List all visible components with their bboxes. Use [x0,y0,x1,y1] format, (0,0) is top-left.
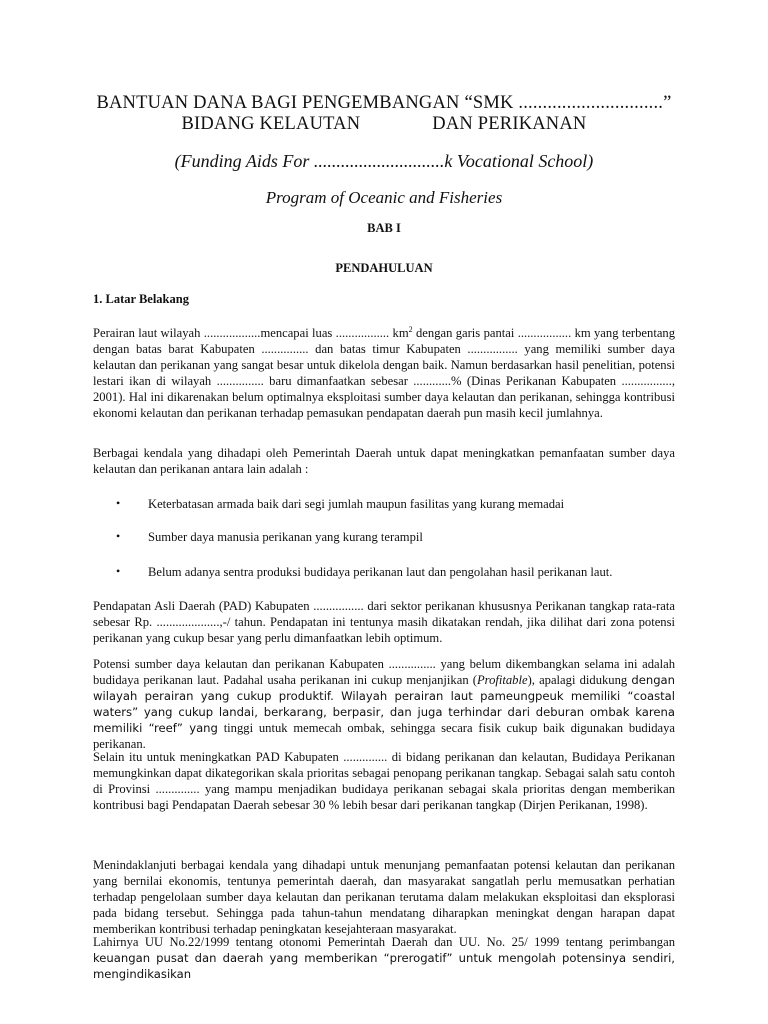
paragraph-1-part-b: dengan garis pantai ................. km yang terbentang dengan batas barat Kabupaten ............... dan batas timur Kabupaten ................ yang memiliki sumber daya kelautan dan perikanan yang sangat besar untuk dikelola dengan baik. Namun berdasarkan hasil penelitian, potensi lestari ikan di wilayah ............... baru dimanfaatkan sebesar ............% (Dinas Perikanan Kabupaten ................, 2001). Hal ini dikarenakan belum optimalnya eksploitasi sumber daya kelautan dan perikanan, sehingga kontribusi ekonomi kelautan dan perikanan terhadap pemasukan pendapatan daerah pun masih kecil jumlahnya. [93,326,675,420]
chapter-number: BAB I [367,221,401,235]
subtitle-program: Program of Oceanic and Fisheries [265,188,503,207]
bullet-icon: • [116,529,121,543]
paragraph-3: Pendapatan Asli Daerah (PAD) Kabupaten ................ dari sektor perikanan khususnya Perikanan tangkap rata-rata sebesar Rp. ....................,-/ tahun. Pendapatan ini tentunya masih dikatakan rendah, jika dilihat dari zona potensi perikanan yang cukup besar yang perlu dimanfaatkan lebih optimum. [93,599,675,645]
paragraph-4-part-b: ), apalagi didukung [527,673,628,687]
paragraph-5: Selain itu untuk meningkatkan PAD Kabupaten .............. di bidang perikanan dan kelautan, Budidaya Perikanan memungkinkan dapat dikategorikan skala prioritas sebagai penopang perikanan tangkap. Sebagai salah satu contoh di Provinsi .............. yang mampu menjadikan budidaya perikanan sebagai skala prioritas dengan memberikan kontribusi bagi Pendapatan Daerah sebesar 30 % lebih besar dari perikanan tangkap (Dirjen Perikanan, 1998). [93,750,675,812]
title-line2-right: DAN PERIKANAN [432,114,587,134]
document-title-line-1 [0,93,768,114]
list-item-text: Belum adanya sentra produksi budidaya perikanan laut dan pengolahan hasil perikanan laut. [148,565,613,579]
paragraph-6: Menindaklanjuti berbagai kendala yang dihadapi untuk menunjang pemanfaatan potensi kelautan dan perikanan yang bernilai ekonomis, tentunya pemerintah daerah, dan masyarakat sangatlah perlu memusatkan perhatian terhadap pengelolaan sumber daya kelautan dan perikanan terutama dalam melakukan eksploitasi dan eksplorasi pada bidang tersebut. Sehingga pada tahun-tahun mendatang diharapkan meningkat dengan harapan dapat memberikan kontribusi terhadap peningkatan kesejahteraan masyarakat. [93,858,675,936]
superscript-2: 2 [408,324,413,334]
paragraph-1-part-a: Perairan laut wilayah ..................mencapai luas ................. km [93,326,409,340]
bullet-icon: • [116,564,121,578]
paragraph-4 [93,656,675,752]
bullet-icon: • [116,496,121,510]
document-title-line-2 [0,114,768,135]
section-heading: 1. Latar Belakang [93,292,189,306]
paragraph-7 [93,934,675,982]
subtitle-funding-aids: (Funding Aids For .............................k Vocational School) [174,151,594,171]
paragraph-4-scanned-text: dengan wilayah perairan yang cukup produktif. Wilayah perairan laut pameungpeuk memiliki “coastal waters” yang cukup landai, berkarang, berpasir, dan juga terhindar dari deburan ombak karena memiliki “reef” yang [93,673,676,735]
title-rest: ANTUAN DANA BAGI PENGEMBANGAN “SMK ..............................” [109,93,672,113]
list-item-text: Keterbatasan armada baik dari segi jumlah maupun fasilitas yang kurang memadai [148,497,565,511]
list-item-text: Sumber daya manusia perikanan yang kurang terampil [148,530,423,544]
paragraph-4-part-c: tinggi untuk memecah ombak, sehingga secara fisik cukup baik digunakan budidaya perikanan. [93,721,675,751]
paragraph-4-part-a: Potensi sumber daya kelautan dan perikanan Kabupaten ............... yang belum dikembangkan selama ini adalah budidaya perikanan laut. Padahal usaha perikanan ini cukup menjanjikan ( [93,657,675,687]
paragraph-7-part-a: Lahirnya UU No.22/1999 tentang otonomi Pemerintah Daerah dan UU. No. 25/ 1999 tentang perimbangan [93,935,675,949]
paragraph-1 [93,325,675,421]
title-initial: B [96,93,109,113]
chapter-title: PENDAHULUAN [335,261,433,275]
paragraph-7-scanned-text: keuangan pusat dan daerah yang memberikan “prerogatif” untuk mengolah potensinya sendiri, mengindikasikan [93,951,675,981]
paragraph-4-italic: Profitable [476,673,528,687]
title-line2-left: BIDANG KELAUTAN [181,114,361,134]
paragraph-2: Berbagai kendala yang dihadapi oleh Pemerintah Daerah untuk dapat meningkatkan pemanfaatan sumber daya kelautan dan perikanan antara lain adalah : [93,446,675,476]
